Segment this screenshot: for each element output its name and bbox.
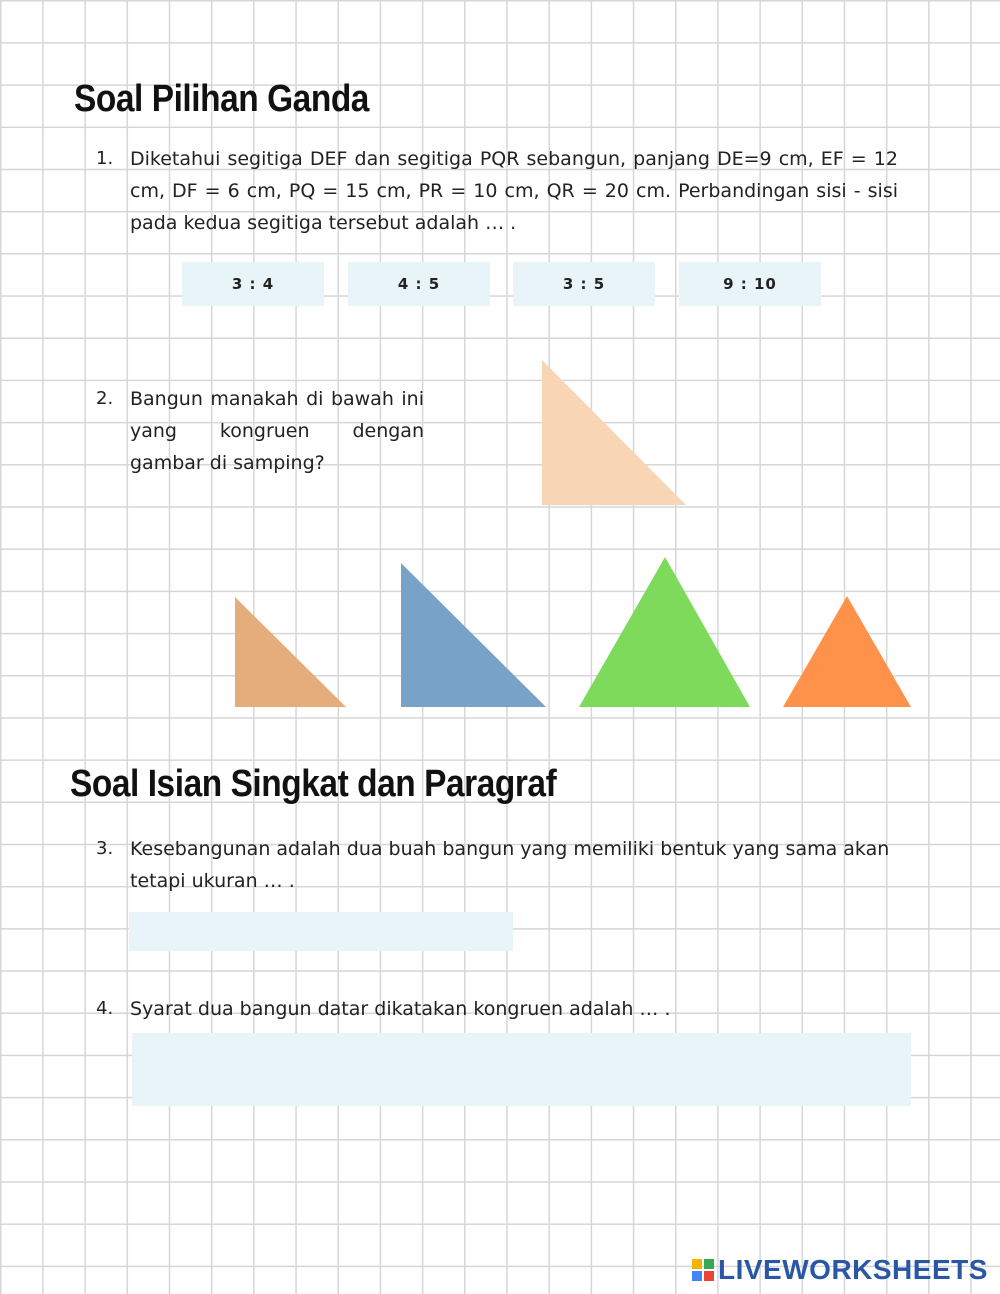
section-title-short-answer: Soal Isian Singkat dan Paragraf xyxy=(70,763,557,805)
option-1-d[interactable]: 9 : 10 xyxy=(679,262,821,306)
logo-square-3 xyxy=(692,1271,702,1281)
question-1-text: Diketahui segitiga DEF dan segitiga PQR sebangun, panjang DE=9 cm, EF = 12 cm, DF = 6 cm, PQ = 15 cm, PR = 10 cm, QR = 20 cm. Perbandingan sisi - sisi pada kedua segitiga tersebut adalah … . xyxy=(130,148,898,234)
shape-option-b-right-triangle[interactable] xyxy=(401,563,546,707)
question-4-text: Syarat dua bangun datar dikatakan kongruen adalah … . xyxy=(130,998,671,1020)
option-1-c[interactable]: 3 : 5 xyxy=(513,262,655,306)
option-1-b[interactable]: 4 : 5 xyxy=(348,262,490,306)
logo-square-1 xyxy=(692,1259,702,1269)
liveworksheets-brand xyxy=(692,1254,988,1286)
question-2-number: 2. xyxy=(96,388,114,409)
question-3-number: 3. xyxy=(96,838,114,859)
shape-option-c-large-isosceles-triangle[interactable] xyxy=(579,557,750,707)
logo-square-2 xyxy=(704,1259,714,1269)
question-2-text: Bangun manakah di bawah ini yang kongruen dengan gambar di samping? xyxy=(130,388,424,474)
question-4-number: 4. xyxy=(96,998,114,1019)
section-title-multiple-choice: Soal Pilihan Ganda xyxy=(74,78,369,120)
question-3-answer-input[interactable] xyxy=(129,912,513,951)
shape-option-a-small-right-triangle[interactable] xyxy=(235,597,346,707)
question-3-text: Kesebangunan adalah dua buah bangun yang memiliki bentuk yang sama akan tetapi ukuran … . xyxy=(130,838,890,892)
liveworksheets-logo-icon xyxy=(692,1259,714,1281)
logo-square-4 xyxy=(704,1271,714,1281)
question-4-answer-textarea[interactable] xyxy=(132,1033,911,1106)
option-1-a[interactable]: 3 : 4 xyxy=(182,262,324,306)
shape-option-d-isosceles-triangle[interactable] xyxy=(783,596,911,707)
brand-name: LIVEWORKSHEETS xyxy=(718,1254,988,1285)
question-1-number: 1. xyxy=(96,148,114,169)
